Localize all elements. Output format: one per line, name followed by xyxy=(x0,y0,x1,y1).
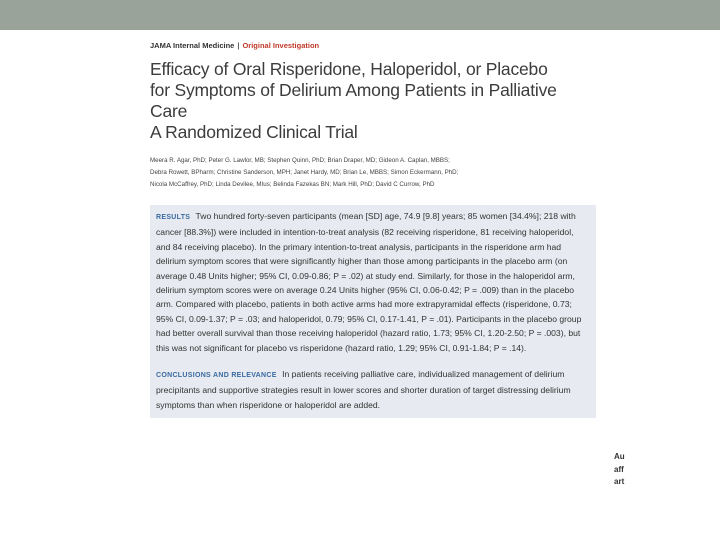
authors-line-1: Meera R. Agar, PhD; Peter G. Lawlor, MB; Stephen Quinn, PhD; Brian Draper, MD; Gideon A. Caplan, MBBS; xyxy=(150,157,450,164)
side-text-line-3: art xyxy=(614,477,625,486)
title-line-1: Efficacy of Oral Risperidone, Haloperidol, or Placebo xyxy=(150,59,548,79)
author-list xyxy=(150,155,595,191)
cropped-side-text xyxy=(614,451,625,489)
side-text-line-1: Au xyxy=(614,452,625,461)
journal-name: JAMA Internal Medicine xyxy=(150,41,235,50)
authors-line-2: Debra Rowett, BPharm; Christine Sanderson, MPH; Janet Hardy, MD; Brian Le, MBBS; Simon Eckermann, PhD; xyxy=(150,169,459,176)
title-line-3: A Randomized Clinical Trial xyxy=(150,122,358,142)
conclusions-text: In patients receiving palliative care, individualized management of delirium precipitants and supportive strategies result in lower scores and shorter duration of target distressing delirium symptoms than when risperidone or haloperidol are added. xyxy=(156,369,571,410)
article-page xyxy=(150,40,595,418)
side-text-line-2: aff xyxy=(614,464,624,474)
title-line-2: for Symptoms of Delirium Among Patients in Palliative Care xyxy=(150,80,557,121)
article-type: Original Investigation xyxy=(242,41,320,50)
journal-header xyxy=(150,40,595,52)
results-paragraph xyxy=(156,209,586,355)
results-label: RESULTS xyxy=(156,214,191,221)
results-text: Two hundred forty-seven participants (mean [SD] age, 74.9 [9.8] years; 85 women [34.4%]; 218 with cancer [88.3%]) were included in intention-to-treat analysis (82 receiving risperidone, 81 receiving haloperidol, and 84 receiving placebo). In the primary intention-to-treat analysis, participants in the risperidone arm had delirium symptom scores that were significantly higher than those among participants in the placebo arm (on average 0.48 Units higher; 95% CI, 0.09-0.86; P = .02) at study end. Similarly, for those in the haloperidol arm, delirium symptom scores were on average 0.24 Units higher (95% CI, 0.06-0.42; P = .009) than in the placebo arm. Compared with placebo, patients in both active arms had more extrapyramidal effects (risperidone, 0.73; 95% CI, 0.09-1.37; P = .03; and haloperidol, 0.79; 95% CI, 0.17-1.41, P = .01). Participants in the placebo group had better overall survival than those receiving haloperidol (hazard ratio, 1.73; 95% CI, 1.20-2.50; P = .003), but this was not significant for placebo vs risperidone (hazard ratio, 1.29; 95% CI, 0.91-1.84; P = .14). xyxy=(156,211,582,353)
authors-line-3: Nicola McCaffrey, PhD; Linda Devilee, MIus; Belinda Fazekas BN; Mark Hill, PhD; David C Currow, PhD xyxy=(150,181,435,188)
conclusions-paragraph xyxy=(156,367,586,412)
article-title xyxy=(150,59,595,143)
abstract-box xyxy=(150,205,596,418)
top-banner-bar xyxy=(0,0,720,30)
conclusions-label: CONCLUSIONS AND RELEVANCE xyxy=(156,372,277,380)
journal-separator: | xyxy=(237,41,240,50)
